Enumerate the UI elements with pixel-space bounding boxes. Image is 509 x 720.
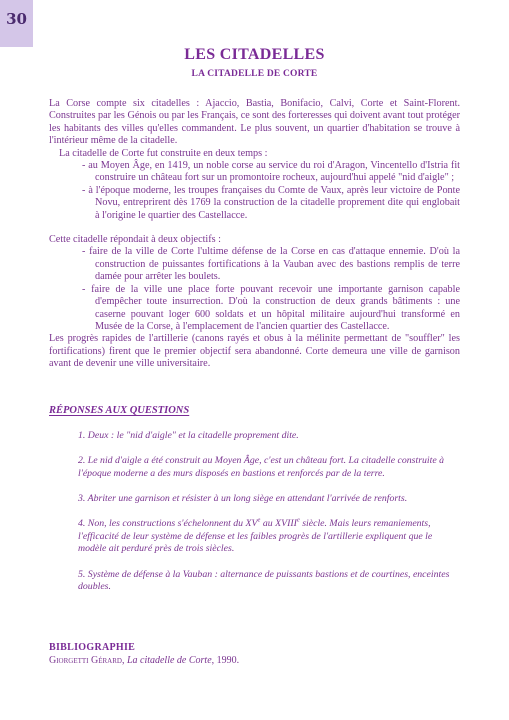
- bibliography-heading: BIBLIOGRAPHIE: [49, 642, 136, 653]
- answer-1: 1. Deux : le "nid d'aigle" et la citadelle proprement dite.: [78, 430, 299, 441]
- page-number: 30: [6, 10, 27, 28]
- page-subtitle: LA CITADELLE DE CORTE: [191, 69, 318, 79]
- answers-list: [78, 430, 460, 606]
- bibliography-work: La citadelle de Corte: [126, 655, 212, 666]
- responses-heading: RÉPONSES AUX QUESTIONS: [49, 405, 190, 416]
- paragraph-two-phases: La citadelle de Corte fut construite en deux temps :: [59, 147, 268, 159]
- page-number-badge: [0, 0, 33, 47]
- bibliography-author: Giorgetti Gérard: [49, 655, 122, 666]
- answer-2: 2. Le nid d'aigle a été construit au Moyen Âge, c'est un château fort. La citadelle construite à l'époque moderne a des murs disposés en bastions et renforcés par de la terre.: [78, 455, 445, 479]
- answer-3: 3. Abriter une garnison et résister à un long siège en attendant l'arrivée de renforts.: [78, 492, 408, 504]
- main-text: [49, 98, 460, 371]
- answer-4: 4. Non, les constructions s'échelonnent du XVe au XVIIIe siècle. Mais leurs remaniements, l'efficacité de leur système de défense et les faibles progrès de l'artillerie expliquent que le modèle ait perduré près de trois siècles.: [78, 516, 433, 555]
- answer-5: 5. Système de défense à la Vauban : alternance de puissants bastions et de courtines, enceintes doubles.: [78, 568, 450, 593]
- paragraph-intro: La Corse compte six citadelles : Ajaccio, Bastia, Bonifacio, Calvi, Corte et Saint-Florent. Construites par les Génois ou par les Français, ce sont des forteresses qui doivent avant tout protéger les habitants des villes qu'elles commandent. Le plus souvent, un quartier d'habitation se trouve à l'intérieur même de la citadelle.: [49, 98, 460, 147]
- page-title: LES CITADELLES: [184, 46, 325, 63]
- list-item-modern-era: - à l'époque moderne, les troupes françaises du Comte de Vaux, après leur victoire de Ponte Novu, entreprirent dès 1769 la construction de la citadelle proprement dite qui englobait à l'origine le quartier des Castellacce.: [82, 184, 460, 221]
- bibliography-entry: Giorgetti Gérard, La citadelle de Corte, 1990.: [49, 655, 240, 666]
- list-item-defense: - faire de la ville de Corte l'ultime défense de la Corse en cas d'attaque ennemie. D'où la construction de puissantes fortifications à la Vauban avec des bastions remplis de terre damée pour arrêter les boulets.: [82, 246, 460, 283]
- list-item-middle-ages: - au Moyen Âge, en 1419, un noble corse au service du roi d'Aragon, Vincentello d'Istria fit construire un château fort sur un promontoire rocheux, aujourd'hui appelé "nid d'aigle" ;: [82, 160, 460, 184]
- paragraph-objectives: Cette citadelle répondait à deux objectifs :: [49, 234, 221, 246]
- paragraph-artillery: Les progrès rapides de l'artillerie (canons rayés et obus à la mélinite permettant de "souffler" les fortifications) firent que le premier objectif sera abandonné. Corte demeura une ville de garnison avant de devenir une ville universitaire.: [49, 333, 460, 370]
- list-item-garrison: - faire de la ville une place forte pouvant recevoir une importante garnison capable d'empêcher toute insurrection. D'où la construction de deux grands bâtiments : une caserne pouvant loger 600 soldats et un hôpital militaire aujourd'hui transformé en Musée de la Corse, à l'emplacement de l'ancien quartier des Castellacce.: [82, 283, 460, 332]
